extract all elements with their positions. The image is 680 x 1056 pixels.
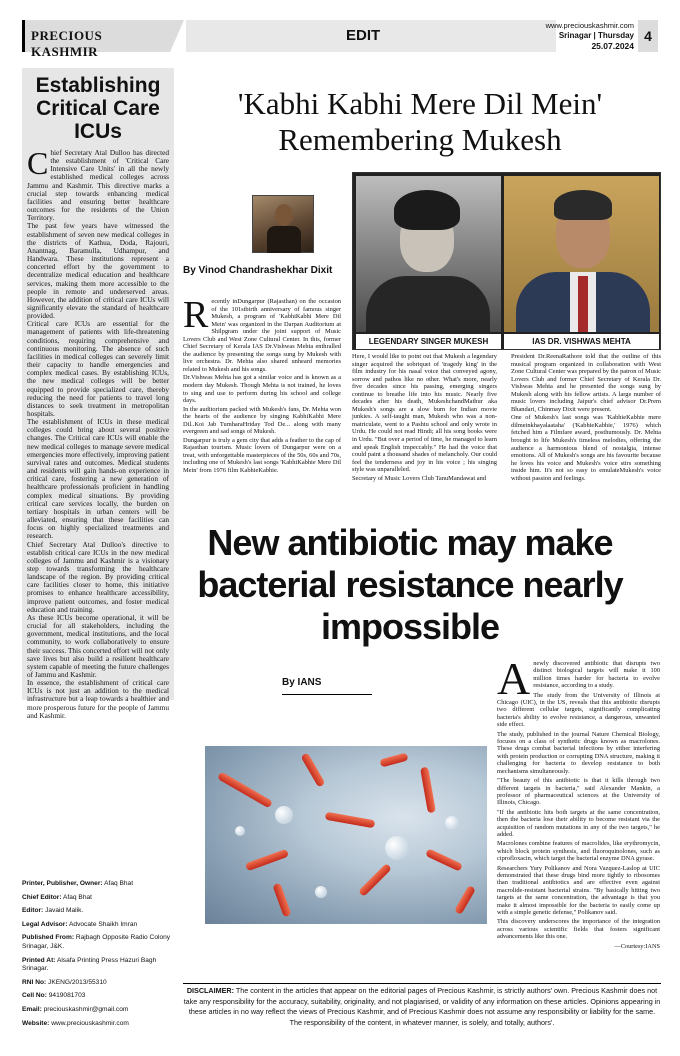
article2-paragraph: "If the antibiotic hits both targets at the same concentration, then the bacteria lose their ability to become resistant via the acquisition of random mutations in any of the two targets," he added. [497,808,660,838]
particle [275,806,293,824]
particle [445,816,459,830]
article2-paragraph: Macrolones combine features of macrolides, like erythromycin, which block protein synthesis, and fluoroquinolones, such as ciprofloxacin, which target the bacterial enzyme DNA gyrase. [497,840,660,863]
photo-mukesh [356,176,501,332]
editorial-paragraph: Chief Secretary Atal Dulloo has directed the establishment of 'Critical Care Intensive Care Units' in all the newly established medical colleges across Jammu and Kashmir. This directive marks a crucial step towards enhancing medical facilities and ensuring better healthcare outcomes for the residents of the Union Territory. [27,145,169,223]
article2-paragraph: The study, published in the journal Nature Chemical Biology, focuses on a class of synthetic drugs known as macrolones. These drugs combat bacterial infections by either interfering with protein production or corrupting DNA structure, making it challenging for bacteria to develop resistance to both mechanisms simultaneously. [497,730,660,775]
article2-byline: By IANS [282,677,322,688]
article1-column-2 [352,353,497,483]
imprint-credits [22,880,174,1033]
credit-row: RNI No: JKENG/2013/55310 [22,978,107,986]
editorial-dropcap: C [27,145,49,181]
bacterium [245,849,289,872]
article1-photo [352,172,661,350]
bacterium [301,752,326,787]
particle [235,826,245,836]
article2-body [497,653,660,950]
bacterium [325,812,376,829]
masthead-box [22,20,170,59]
bacteria-illustration [205,746,487,924]
photo-caption-left: LEGENDARY SINGER MUKESH [356,334,501,349]
credit-row: Published From: Rajbagh Opposite Radio Colony Srinagar, J&K. [22,934,171,950]
photo-caption-right: IAS DR. VISHWAS MEHTA [504,334,659,349]
editorial-title: Establishing Critical Care ICUs [35,74,161,143]
article2-paragraph: Researchers Yury Polikanov and Nora Vazquez-Laslop at UIC demonstrated that these drugs bind more tightly to ribosomes than traditional antibiotics and are effective even against macrolide-resistant bacterial strains. "By basically hitting two targets at the same concentration, the advantage is that you make it almost impossible for the bacteria to easily come up with a simple genetic defense," Polikanov said. [497,864,660,916]
section-label: EDIT [346,27,381,44]
article2-paragraph: Anewly discovered antibiotic that disrupts two distinct biological targets will make it 100 million times harder for bacteria to evolve resistance, according to a study. [497,653,660,704]
credit-row: Chief Editor: Afaq Bhat [22,893,92,901]
article1-paragraph: Here, I would like to point out that Mukesh a legendary singer acquired the sobriquet of 'tragedy king' in the film industry for his nasal voice that conveyed agony, sorrow and pathos like no other. What's more, nearly five decades since his passing, emerging singers continue to breathe life into his music. Nearly five decades after his death, MukeshchandMathur aka Mukesh's songs are a slow burn for Indian movie junkies. A self-taught man, Mukesh who was a non-matriculate, went to a Pashtu school and only wrote in Urdu. He could not read Hindi; all his song books were in Urdu. "But over a period of time, he managed to learn and speak English impeccably." He had the voice that could paint a thousand shades of melancholy. Our could feel the tenderness and joy in his voice ; his singing style was unparalleled. [352,353,497,474]
article1-paragraph: Recently inDungarpur (Rajasthan) on the occasion of the 101stbirth anniversary of famous singer Mukesh, a program of 'KabhiKabhi Mere Dil Mein' was organized in the Darpan Auditorium at Shilpgram under the joint support of Music Lovers Club and West Zone Cultural Center. In this, former Chief Secretary of Kerala IAS Dr.Vishwas Mehta enthralled the audience by presenting the songs sung by Mukesh with live orchestra. Dr. Mehta also shared unheard memories related to Mukesh and his songs. [183,294,341,373]
bacterium [217,772,273,809]
photo-hair [394,190,460,230]
article2-paragraph: "The beauty of this antibiotic is that it kills through two different targets in bacteria," said Alexander Mankin, a professor of pharmaceutical sciences at the University of Illinois, Chicago. [497,777,660,807]
editorial-paragraph: In essence, the establishment of critical care ICUs is not just an addition to the medical infrastructure but a leap towards a healthier and more prosperous future for the people of Jammu and Kashmir. [27,678,169,720]
credit-row: Email: preciouskashmir@gmail.com [22,1005,129,1013]
editorial-paragraph: The establishment of ICUs in these medical colleges could bring about several positive changes. The Critical care ICUs will enable the new medical colleges to manage severe medical emergencies more effectively, improving patient survival rates and outcomes. Medical students and residents will gain hands-on experience in critical care, fostering a new generation of healthcare professionals proficient in handling complex medical situations. By providing critical care services locally, the burden on tertiary hospitals in urban centers will be alleviated, ensuring that these facilities can focus on highly specialized treatments and research. [27,417,169,541]
masthead: PRECIOUS KASHMIR [31,28,103,59]
byline-rule [282,694,372,695]
credit-row: Editor: Javaid Malik. [22,907,84,915]
article2-courtesy: —Courtesy:IANS [614,942,660,950]
author-shirt [267,226,301,253]
particle [315,886,327,898]
article2-dropcap: A [497,653,531,704]
article1-column-3 [511,353,661,483]
article2-paragraph: The study from the University of Illinois at Chicago (UIC), in the US, reveals that this antibiotic disrupts two different cellular targets, significantly complicating bacteria's ability to evolve resistance, a dangerous, unwanted side effect. [497,691,660,729]
particle [385,836,409,860]
photo-vishwas-mehta [504,176,659,332]
editorial-paragraph: Critical care ICUs are essential for the management of patients with life-threatening conditions, requiring comprehensive and continuous monitoring. The absence of such facilities in medical colleges can severely limit their capacity to handle emergencies and complex medical cases. By establishing ICUs, the new medical colleges will be better equipped to provide specialized care, thereby reducing the need for patients to travel long distances to seek treatment in metropolitan hospitals. [27,319,169,418]
editorial-body [27,145,169,720]
disclaimer [183,983,661,1028]
editorial-column [22,68,174,720]
author-face [275,204,293,226]
credit-row: Legal Advisor: Advocate Shaikh Imran [22,920,138,928]
editorial-paragraph: Chief Secretary Atal Dulloo's directive to establish critical care ICUs in the new medical colleges of Jammu and Kashmir is a visionary step towards transforming the healthcare landscape of the region. By providing critical care facilities closer to home, this initiative promises to enhance healthcare accessibility, improve patient outcomes, and foster medical education and training. [27,539,169,614]
bacterium [425,848,463,871]
section-bar [186,20,556,52]
article1-byline: By Vinod Chandrashekhar Dixit [183,265,333,276]
credit-row: Printer, Publisher, Owner: Afaq Bhat [22,880,134,887]
bacterium [272,883,291,918]
header-date: 25.07.2024 [591,41,634,51]
article1-dropcap: R [183,294,209,336]
article1-paragraph: President Dr.ReenaRathore told that the outline of this musical program organized in collaboration with West Zone Cultural Center was prepared by the patron of Music Lovers Club and former Chief Secretary of Kerala Dr. Vishwas Mehta and he presented the songs sung by Mukesh along with his fellow artists. A large number of music lovers including Jaipur's chief advisor Dr.Prem Bhandari, Chinmay Dixit were present. [511,353,661,413]
disclaimer-label: DISCLAIMER: [186,986,234,995]
credit-row: Cell No: 9419081703 [22,992,86,1000]
masthead-corner [170,20,184,52]
photo-suit [366,276,490,332]
bacterium [358,863,392,897]
article1-paragraph: Dungarpur is truly a gem city that adds a feather to the cap of Rajasthan tourism. Music lovers of Dungarpur were on a treat, with unforgettable masterpieces of the 50s, 60s and 70s, including one of Mukesh's last songs 'KabhiKabhie Mere Dil Mein' from 1976 film KabhieKabhie. [183,436,341,475]
author-portrait [252,195,314,253]
bacterium [379,753,408,768]
header-location-day: Srinagar | Thursday [558,31,634,40]
bacterium [454,885,476,915]
article1-paragraph: In the auditorium packed with Mukesh's fans, Dr. Mehta won the hearts of the audience by singing KabhiKabhi Mere Dil..Koi Jab TumharaHriday Tod De... along with many evergreen and sad songs of Mukesh. [183,405,341,436]
article1-column-1 [183,294,341,476]
article1-title: 'Kabhi Kabhi Mere Dil Mein' Remembering Mukesh [237,86,603,157]
photo-tie [578,276,588,332]
editorial-paragraph: As these ICUs become operational, it will be crucial for all stakeholders, including the government, medical institutions, and the local community, to work collaboratively to ensure their success. This concerted effort will not only save lives but also build a resilient healthcare system capable of meeting the future challenges of Jammu and Kashmir. [27,612,169,679]
credit-row: Website: www.preciouskashmir.com [22,1019,129,1027]
credit-row: Printed At: Alsafa Printing Press Hazuri Bagh Srinagar. [22,956,157,973]
article2-paragraph: This discovery underscores the importance of the integration across various scientific fields that fosters significant advancements like this one. [497,918,660,941]
article1-paragraph: Secretary of Music Lovers Club TanuMandawat and [352,474,486,482]
bacterium [420,767,436,814]
editorial-paragraph: The past few years have witnessed the establishment of seven new medical colleges in the districts of Kathua, Doda, Rajouri, Anantnag, Baramulla, Udhampur, and Handwara. These institutions represent a concerted effort by the government to decentralize medical education and healthcare services, making them more accessible to the people in remote and underserved areas. However, the addition of critical care ICUs will significantly elevate the standard of healthcare provided. [27,221,169,321]
header-info [542,20,638,52]
page-number: 4 [638,20,658,52]
article1-paragraph: Dr.Vishwas Mehta has got a similar voice and is known as a modern day Mukesh. Though Mehta is not trained, he loves to sing and use to perform during his school and college days. [183,374,341,405]
photo-hair [554,190,612,220]
article1-paragraph: One of Mukesh's last songs was 'KabhieKabhie mere dilmeinkhayalaataha' ('KabhieKabhie,' 1976) which fetched him a Filmfare award, posthumously. Dr. Mehta brought to life Mukesh's timeless melodies, offering the audience a harmonious blend of nostalgia, intense emotions. All of Mukesh's songs are his favourite because he loves his voice and Mukesh's voice stirs something inside him. It's not so easy to emulateMukesh's voice without passion and feelings. [511,414,661,482]
disclaimer-text: The content in the articles that appear on the editorial pages of Precious Kashmir, is strictly authors' own. Precious Kashmir does not take any responsibility for the accuracy, suitability, originality, and not plagiarised, or validity of any information on these articles. Opinions appearing in these articles in no way reflect the views of Precious Kashmir, and of Precious Kashmir does not assume any responsibility or liability for the same. The responsibility of the content, in whatever manner, is solely, and totally, authors'. [183,986,661,1027]
header-website: www.preciouskashmir.com [545,21,634,30]
article2-title: New antibiotic may make bacterial resistance nearly impossible [197,522,623,647]
page-header [22,20,658,59]
